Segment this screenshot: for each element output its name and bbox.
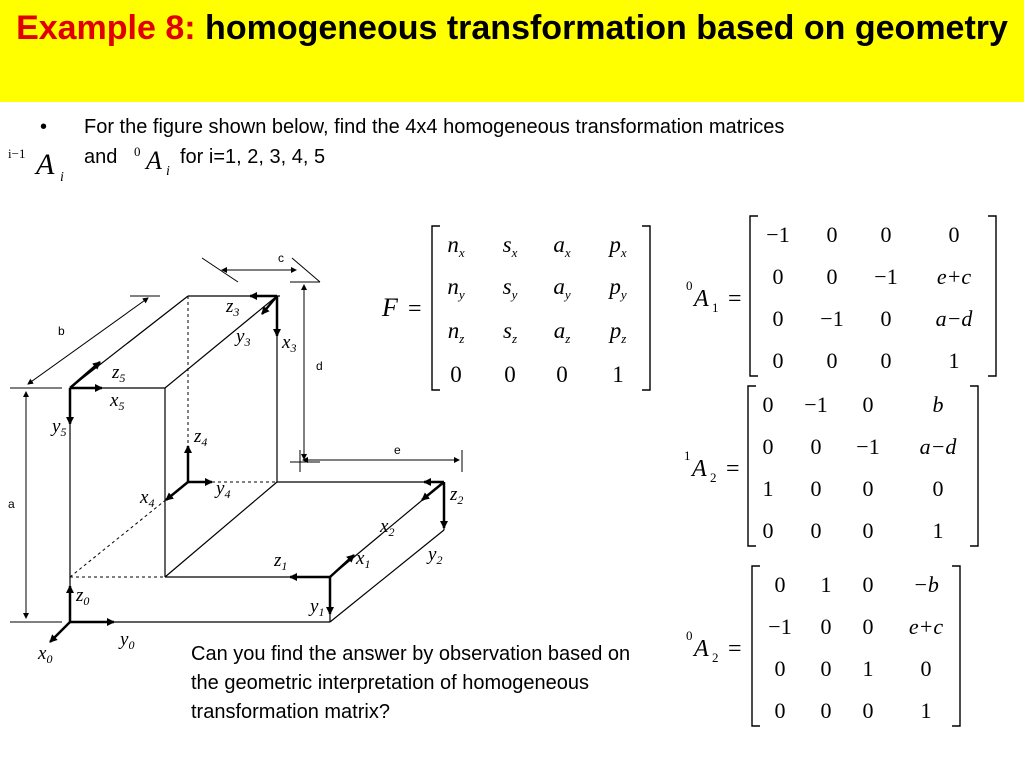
x4-label: $x_4$ [140,487,155,510]
matrix-0A2-cell: e+c [908,614,944,639]
dim-label-d: d [316,359,323,373]
matrix-0A2-cell: −1 [768,614,792,639]
matrix-0A2-cell: 1 [820,572,832,597]
matrix-1A2-cell: b [932,392,944,417]
symbol-zero-A: A [146,146,162,175]
matrix-0A2-cell: 0 [920,656,932,681]
block-outline [70,296,444,622]
matrix-1A2-cell: 0 [810,476,822,501]
y4-label: $y_4$ [216,478,231,501]
bullet-text: For the figure shown below, find the 4x4 homogeneous transformation matrices [84,116,785,138]
matrix-0A1-cell: 0 [772,264,784,289]
svg-text:2: 2 [712,650,719,665]
x3-label: $x_3$ [282,332,297,355]
matrix-F-cell: 0 [450,362,462,387]
matrix-1A2 [684,386,978,546]
matrix-1A2-cell: 0 [862,392,874,417]
matrix-0A1-cell: −1 [766,222,790,247]
matrix-0A1-cell: −1 [874,264,898,289]
dim-label-c: c [278,251,284,265]
matrix-0A1-cell: a−d [935,306,973,331]
y3-label: $y_3$ [236,326,251,349]
matrix-0A1-cell: 0 [880,306,892,331]
matrix-F-cell: $s_z$ [502,318,518,346]
svg-text:2: 2 [710,470,717,485]
z2-label: $z_2$ [450,484,464,507]
matrix-F-equals: = [408,296,422,322]
matrix-0A2 [686,566,960,726]
matrix-0A1-cell: 0 [772,348,784,373]
matrix-1A2-cell: 0 [810,434,822,459]
matrix-0A2-cell: 0 [774,656,786,681]
symbol-zero-sub: i [166,164,170,179]
symbol-prev-sub: i [60,170,64,185]
matrix-1A2-cell: 1 [762,476,774,501]
y1-label: $y_1$ [310,596,325,619]
svg-text:=: = [728,286,742,312]
matrix-0A2-cell: 0 [820,698,832,723]
matrix-0A1 [686,216,996,376]
matrix-0A2-cell: 0 [862,572,874,597]
matrix-0A1-cell: 0 [948,222,960,247]
matrix-F-cell: $s_x$ [502,232,518,260]
svg-text:1: 1 [712,300,719,315]
x0-label: $x_0$ [38,643,53,666]
matrix-F-cell: $p_x$ [609,232,627,260]
matrix-1A2-cell: 0 [762,392,774,417]
symbol-prev-A: A [36,148,55,181]
matrix-0A1-cell: 0 [772,306,784,331]
matrix-F-cell: $p_y$ [609,274,627,302]
matrix-0A1-cell: 0 [880,348,892,373]
z4-label: $z_4$ [194,426,208,449]
svg-text:A: A [692,456,707,482]
z0-label: $z_0$ [76,585,90,608]
bullet-for-text: for i=1, 2, 3, 4, 5 [180,146,326,168]
title-lead: Example 8: [16,9,196,47]
x5-label: $x_5$ [110,390,125,413]
matrix-1A2-cell: −1 [856,434,880,459]
matrix-1A2-cell: a−d [919,434,957,459]
matrix-0A1-cell: 0 [826,348,838,373]
matrix-1A2-cell: −1 [804,392,828,417]
matrix-1A2-cell: 0 [762,518,774,543]
matrix-1A2-cell: 0 [862,476,874,501]
y2-label: $y_2$ [428,544,443,567]
svg-text:0: 0 [686,278,693,293]
svg-text:A: A [694,286,709,312]
matrix-0A2-cell: 1 [862,656,874,681]
title-rest: homogeneous transformation based on geometry [205,9,1008,47]
y0-label: $y_0$ [120,629,135,652]
dim-label-b: b [58,324,65,338]
matrix-0A2-cell: 0 [820,614,832,639]
frame-labels [37,296,463,666]
matrix-F-cell: $n_z$ [447,318,465,346]
matrix-0A2-cell: 0 [774,572,786,597]
matrix-F-cell: 0 [556,362,568,387]
matrix-F-cell: $n_y$ [447,274,465,302]
matrix-0A2-cell: 0 [820,656,832,681]
z5-label: $z_5$ [112,362,126,385]
question-text: Can you find the answer by observation based on the geometric interpretation of homogeneous transformation matrix? [191,643,631,723]
z3-label: $z_3$ [226,296,240,319]
svg-text:1: 1 [684,448,691,463]
matrix-0A2-cell: 0 [862,698,874,723]
matrix-F-cell: $a_z$ [553,318,571,346]
matrix-1A2-cell: 1 [932,518,944,543]
matrix-F-cell: $n_x$ [447,232,465,260]
x1-label: $x_1$ [356,548,371,571]
z1-label: $z_1$ [274,550,288,573]
matrix-0A1-cell: 1 [948,348,960,373]
matrix-F-cell: 1 [612,362,624,387]
y5-label: $y_5$ [52,416,67,439]
matrix-F-cell: 0 [504,362,516,387]
matrix-0A1-cell: 0 [826,264,838,289]
symbol-zero-sup: 0 [134,144,141,159]
x2-label: $x_2$ [380,516,395,539]
matrix-F-cell: $s_y$ [502,274,518,302]
matrix-F-cell: $p_z$ [609,318,627,346]
dim-label-a: a [8,497,15,511]
svg-text:0: 0 [686,628,693,643]
matrix-0A2-cell: 0 [862,614,874,639]
bullet-and: and [84,146,118,168]
matrix-0A1-cell: 0 [826,222,838,247]
dim-label-e: e [394,443,401,457]
matrix-F-cell: $a_x$ [553,232,571,260]
matrix-F [381,226,650,390]
matrix-0A1-cell: 0 [880,222,892,247]
svg-text:=: = [726,456,740,482]
matrix-1A2-cell: 0 [810,518,822,543]
matrix-0A1-cell: −1 [820,306,844,331]
matrix-0A2-cell: 1 [920,698,932,723]
matrix-0A2-cell: 0 [774,698,786,723]
matrix-F-cell: $a_y$ [553,274,571,302]
svg-text:A: A [694,636,709,662]
matrix-0A1-cell: e+c [936,264,972,289]
matrix-1A2-cell: 0 [932,476,944,501]
bullet-dot-icon: • [40,116,48,138]
symbol-prev-sup: i−1 [8,146,26,161]
matrix-1A2-cell: 0 [762,434,774,459]
matrix-0A2-cell: −b [913,572,939,597]
matrix-F-label: F [382,293,398,322]
matrix-1A2-cell: 0 [862,518,874,543]
svg-text:=: = [728,636,742,662]
